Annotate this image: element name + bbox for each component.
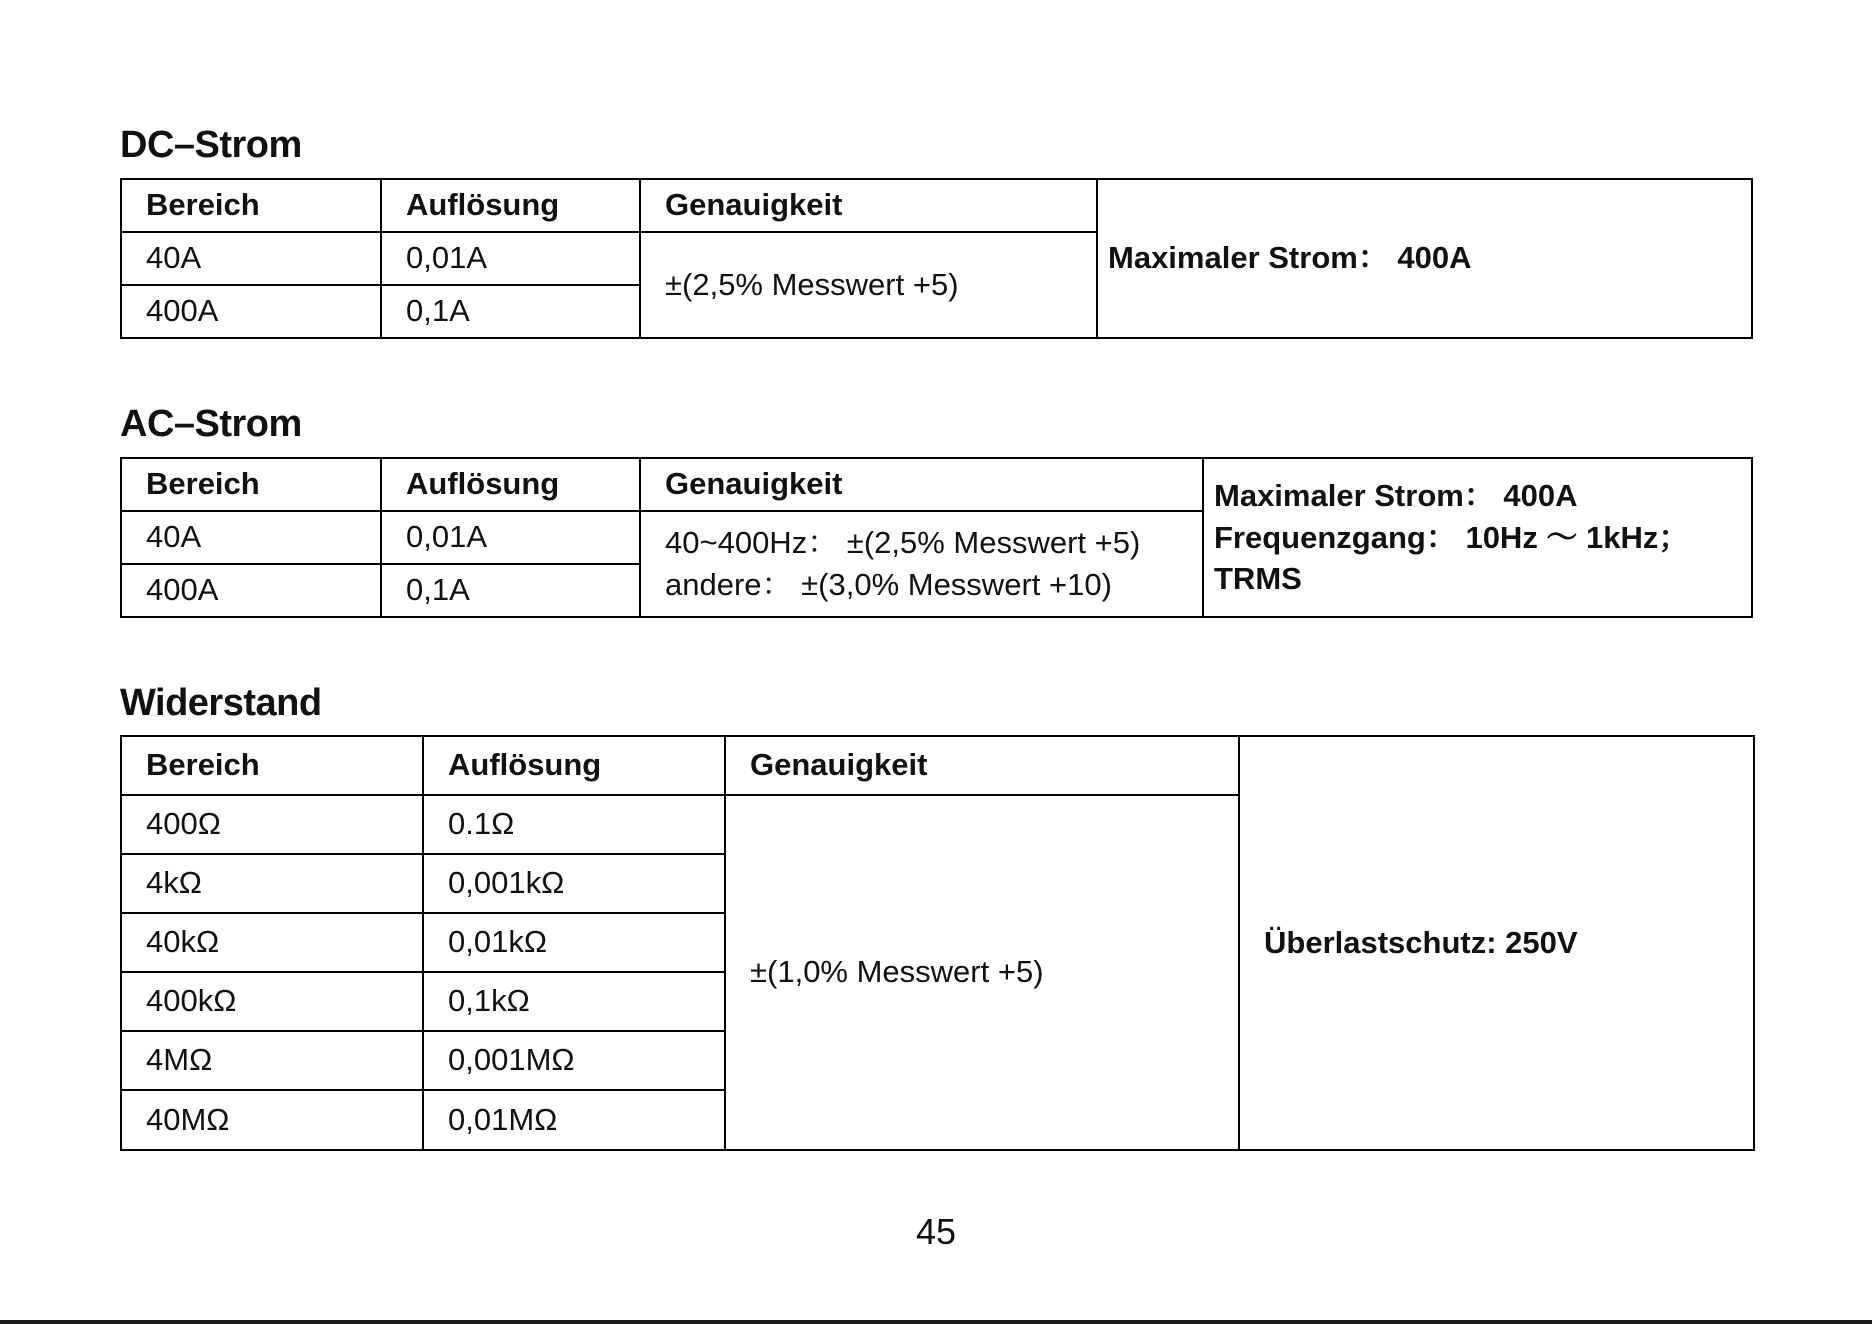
resolution-cell: 0,01MΩ <box>423 1090 725 1150</box>
range-cell: 40MΩ <box>121 1090 423 1150</box>
header-aufloesung: Auflösung <box>381 179 640 232</box>
resolution-cell: 0,1kΩ <box>423 972 725 1031</box>
widerstand-table <box>120 735 1755 1151</box>
page-number: 45 <box>915 1211 957 1252</box>
range-cell: 400A <box>121 285 381 338</box>
resolution-cell: 0,01A <box>381 232 640 285</box>
accuracy-cell: ±(1,0% Messwert +5) <box>725 795 1239 1150</box>
section-title-ac-strom: AC–Strom <box>120 403 302 445</box>
range-cell: 400Ω <box>121 795 423 854</box>
max-current-note: Maximaler Strom： 400A <box>1214 477 1578 513</box>
ac-strom-table <box>120 457 1753 618</box>
header-genauigkeit: Genauigkeit <box>725 736 1239 795</box>
header-genauigkeit: Genauigkeit <box>640 458 1203 511</box>
header-bereich: Bereich <box>121 458 381 511</box>
range-cell: 4MΩ <box>121 1031 423 1090</box>
resolution-cell: 0,001MΩ <box>423 1031 725 1090</box>
header-bereich: Bereich <box>121 179 381 232</box>
dc-strom-table <box>120 178 1753 339</box>
accuracy-other: andere： ±(3,0% Messwert +10) <box>665 567 1112 602</box>
resolution-cell: 0.1Ω <box>423 795 725 854</box>
dc-note-cell <box>1097 179 1752 338</box>
accuracy-40-400hz: 40~400Hz： ±(2,5% Messwert +5) <box>665 525 1141 561</box>
table-header-row <box>121 736 1754 795</box>
resistance-note-cell <box>1239 736 1754 1150</box>
resolution-cell: 0,01kΩ <box>423 913 725 972</box>
accuracy-cell: ±(2,5% Messwert +5) <box>640 232 1097 338</box>
header-bereich: Bereich <box>121 736 423 795</box>
table-header-row <box>121 458 1752 511</box>
range-cell: 40A <box>121 511 381 564</box>
accuracy-cell <box>640 511 1203 617</box>
trms-note: TRMS <box>1214 561 1302 597</box>
ac-note-cell <box>1203 458 1752 617</box>
overload-protection-note: Überlastschutz: 250V <box>1264 924 1578 960</box>
range-cell: 40kΩ <box>121 913 423 972</box>
header-genauigkeit: Genauigkeit <box>640 179 1097 232</box>
frequency-response-note: Frequenzgang： 10Hz ～ 1kHz； <box>1214 519 1690 555</box>
section-title-dc-strom: DC–Strom <box>120 124 302 166</box>
range-cell: 400A <box>121 564 381 617</box>
resolution-cell: 0,1A <box>381 564 640 617</box>
table-header-row <box>121 179 1752 232</box>
resolution-cell: 0,01A <box>381 511 640 564</box>
max-current-note: Maximaler Strom： 400A <box>1108 240 1472 276</box>
header-aufloesung: Auflösung <box>423 736 725 795</box>
range-cell: 4kΩ <box>121 854 423 913</box>
section-title-widerstand: Widerstand <box>120 682 322 724</box>
range-cell: 400kΩ <box>121 972 423 1031</box>
range-cell: 40A <box>121 232 381 285</box>
resolution-cell: 0,1A <box>381 285 640 338</box>
resolution-cell: 0,001kΩ <box>423 854 725 913</box>
header-aufloesung: Auflösung <box>381 458 640 511</box>
page-bottom-rule <box>0 1320 1872 1324</box>
